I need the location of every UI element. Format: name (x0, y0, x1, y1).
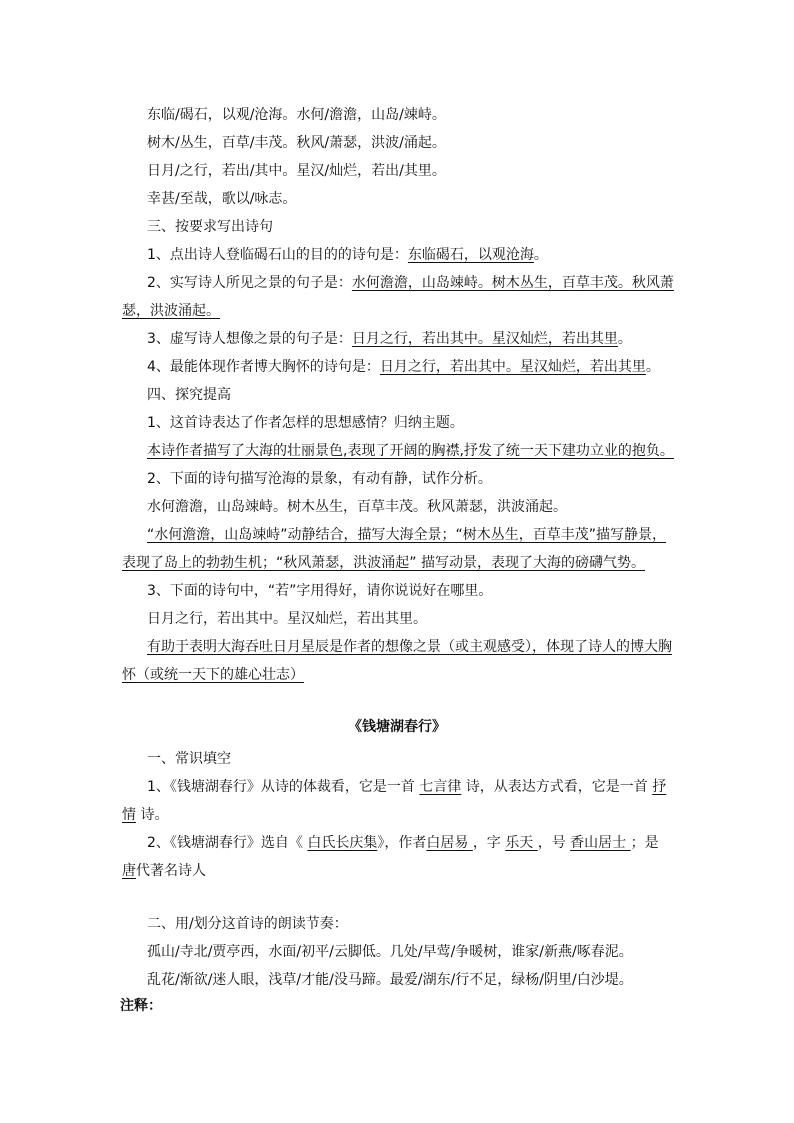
text: 1、《钱塘湖春行》从诗的体裁看，它是一首 (147, 779, 420, 795)
answer: 白氏长庆集 (307, 835, 378, 851)
answer: 乐天 (505, 835, 538, 851)
answer: 水何澹澹，山岛竦峙。树木丛生，百草丰茂。秋风萧 (351, 275, 674, 291)
fill-question-2-cont (122, 861, 206, 881)
explore-question-3: 3、下面的诗句中，“若”字用得好，请你说说好在哪里。 (147, 583, 493, 599)
answer: 东临碣石，以观沧海 (407, 247, 534, 263)
answer: 日月之行，若出其中。星汉灿烂，若出其里 (379, 359, 646, 375)
question-prompt: 2、实写诗人所见之景的句子是： (147, 275, 352, 291)
poem-line-1: 东临/碣石，以观/沧海。水何/澹澹，山岛/竦峙。 (147, 107, 446, 123)
explore-answer-1: 本诗作者描写了大海的壮丽景色,表现了开阔的胸襟,抒发了统一天下建功立业的抱负。 (147, 443, 674, 459)
answer: 七言律 (419, 779, 462, 795)
answer: 情 (122, 807, 136, 823)
question-3 (147, 329, 632, 349)
explore-quote-2: 水何澹澹，山岛竦峙。树木丛生，百草丰茂。秋风萧瑟，洪波涌起。 (147, 499, 567, 515)
rhythm-line-1: 孤山/寺北/贾亭西，水面/初平/云脚低。几处/早莺/争暖树，谁家/新燕/啄春泥。 (147, 944, 633, 960)
question-prompt: 3、虚写诗人想像之景的句子是： (147, 331, 352, 347)
explore-answer-3-cont: 怀（或统一天下的雄心壮志） (122, 667, 304, 683)
explore-answer-3: 有助于表明大海吞吐日月星辰是作者的想像之景（或主观感受），体现了诗人的博大胸 (147, 639, 672, 655)
fill-question-1-cont (122, 805, 168, 825)
question-2-cont (122, 301, 220, 321)
explore-question-2: 2、下面的诗句描写沧海的景象，有动有静，试作分析。 (147, 471, 492, 487)
text: 诗，从表达方式看，它是一首 (461, 779, 653, 795)
answer: 香山居士 (570, 835, 631, 851)
question-2 (147, 273, 674, 293)
answer: 瑟，洪波涌起。 (122, 303, 220, 319)
answer: 白居易 (426, 835, 473, 851)
question-prompt: 4、最能体现作者博大胸怀的诗句是： (147, 359, 380, 375)
question-4 (147, 357, 660, 377)
text: 2、《钱塘湖春行》选自《 (147, 835, 308, 851)
notes-label: 注释： (120, 998, 162, 1014)
section-heading-1: 一、常识填空 (147, 751, 231, 767)
punct: 。 (645, 359, 660, 375)
explore-quote-3: 日月之行，若出其中。星汉灿烂，若出其里。 (147, 611, 427, 627)
rhythm-line-2: 乱花/渐欲/迷人眼，浅草/才能/没马蹄。最爱/湖东/行不足，绿杨/阴里/白沙堤。 (147, 972, 633, 988)
punct: 。 (617, 331, 632, 347)
punct: 。 (533, 247, 548, 263)
text: 代著名诗人 (136, 863, 206, 879)
text: ，号 (537, 835, 571, 851)
explore-answer-2: “水何澹澹，山岛竦峙”动静结合，描写大海全景；“树木丛生，百草丰茂”描写静景， (147, 527, 667, 543)
answer: 唐 (122, 863, 136, 879)
answer: 抒 (652, 779, 667, 795)
question-1 (147, 245, 548, 265)
explore-question-1: 1、这首诗表达了作者怎样的思想感情？归纳主题。 (147, 415, 464, 431)
explore-answer-2-cont: 表现了岛上的勃勃生机；“秋风萧瑟，洪波涌起” 描写动景，表现了大海的磅礴气势。 (122, 555, 645, 571)
answer: 日月之行，若出其中。星汉灿烂，若出其里 (351, 331, 618, 347)
text: 》，作者 (377, 835, 427, 851)
section-heading-3: 三、按要求写出诗句 (147, 219, 273, 235)
section-heading-4: 四、探究提高 (147, 387, 231, 403)
poem-line-2: 树木/丛生，百草/丰茂。秋风/萧瑟，洪波/涌起。 (147, 135, 446, 151)
poem-line-4: 幸甚/至哉，歌以/咏志。 (147, 191, 297, 207)
poem-line-3: 日月/之行，若出/其中。星汉/灿烂，若出/其里。 (147, 163, 446, 179)
text: 诗。 (136, 807, 169, 823)
text: ，字 (472, 835, 506, 851)
question-prompt: 1、点出诗人登临碣石山的目的的诗句是： (147, 247, 408, 263)
poem-title: 《钱塘湖春行》 (348, 719, 446, 735)
section-heading-2: 二、用/划分这首诗的朗读节奏： (147, 916, 348, 932)
fill-question-1 (147, 777, 666, 797)
text: ；是 (630, 835, 659, 851)
fill-question-2 (147, 833, 659, 853)
